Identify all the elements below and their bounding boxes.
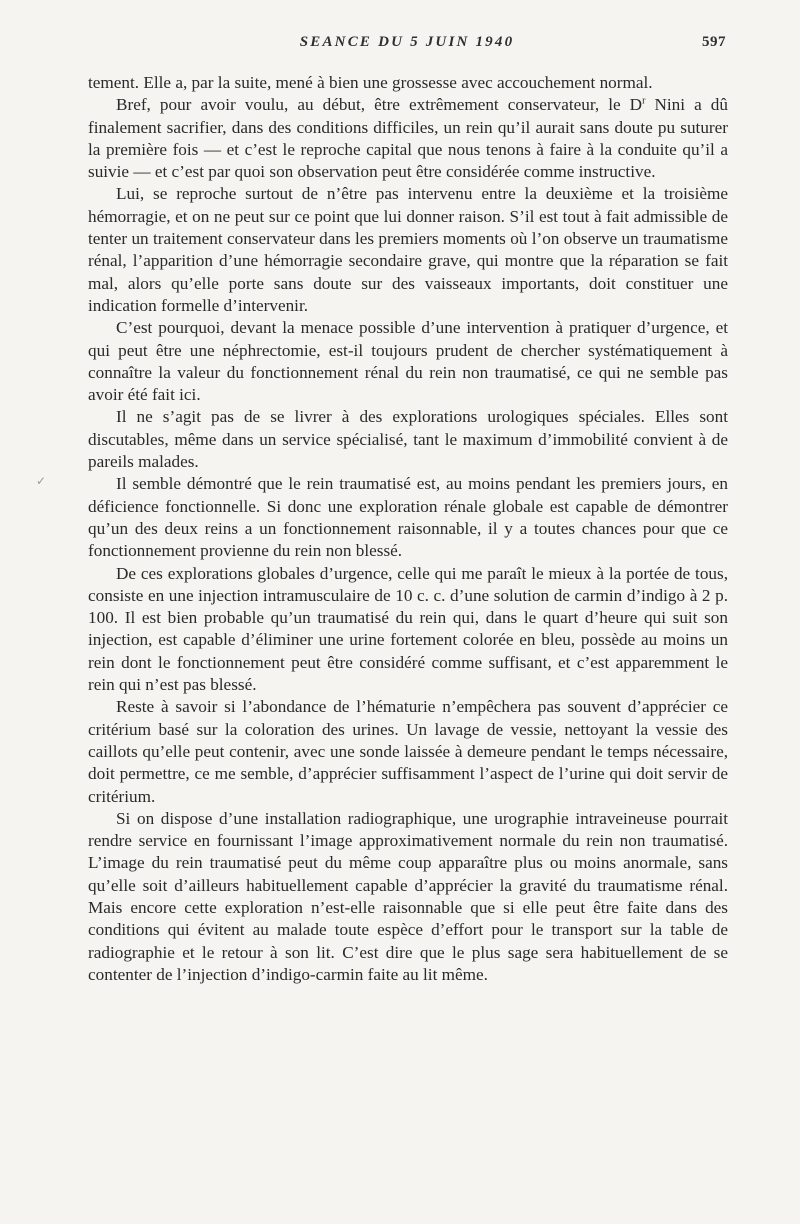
paragraph-text: Nini a dû finalement sacrifier, dans des conditions difficiles, un rein qu’il aurait sans doute pu suturer la première fois — et c’est le reproche capital que nous tenons à faire à la conduite qu’il a suivie — et c’est par quoi son observation peut être considérée comme instructive. xyxy=(88,95,728,182)
page-number: 597 xyxy=(702,34,726,50)
paragraph-text: Bref, pour avoir voulu, au début, être extrêmement conservateur, le D xyxy=(116,95,643,115)
paragraph: Si on dispose d’une installation radiographique, une urographie intraveineuse pourrait rendre service en fournissant l’image approximativement normale du rein non traumatisé. L’image du rein traumatisé peut du même coup apparaître plus ou moins anormale, sans qu’elle soit d’ailleurs habituellement capable d’apprécier la gravité du traumatisme rénal. Mais encore cette exploration n’est-elle raisonnable que si elle peut être faite dans des conditions qui évitent au malade toute espèce d’effort pour le transport sur la table de radiographie et le retour à son lit. C’est dire que le plus sage sera habituellement de se contenter de l’injection d’indigo-carmin faite au lit même. xyxy=(88,808,728,984)
paragraph-continuation: tement. Elle a, par la suite, mené à bien une grossesse avec accouchement normal. xyxy=(88,73,653,92)
body-text xyxy=(88,72,728,986)
paragraph: Il semble démontré que le rein traumatisé est, au moins pendant les premiers jours, en déficience fonctionnelle. Si donc une exploration rénale globale est capable de démontrer qu’un des deux reins a un fonctionnement raisonnable, il y a toutes chances pour que ce fonctionnement provienne du rein non blessé. xyxy=(88,474,728,561)
paragraph: De ces explorations globales d’urgence, celle qui me paraît le mieux à la portée de tous, consiste en une injection intramusculaire de 10 c. c. d’une solution de carmin d’indigo à 2 p. 100. Il est bien probable qu’un traumatisé du rein qui, dans le quart d’heure qui suit son injection, est capable d’éliminer une urine fortement colorée en bleu, possède au moins un rein dont le fonctionnement peut être considéré comme suffisant, et c’est apparemment le rein qui n’est pas blessé. xyxy=(88,563,728,695)
running-title: SEANCE DU 5 JUIN 1940 xyxy=(299,34,515,50)
paragraph xyxy=(88,94,728,183)
running-header xyxy=(88,34,726,56)
paragraph: C’est pourquoi, devant la menace possible d’une intervention à pratiquer d’urgence, et qui peut être une néphrectomie, est-il toujours prudent de chercher systématiquement à connaître la valeur du fonctionnement rénal du rein non traumatisé, ce qui ne semble pas avoir été fait ici. xyxy=(88,318,728,405)
pencil-tick-mark: ✓ xyxy=(36,474,47,488)
paragraph: Lui, se reproche surtout de n’être pas intervenu entre la deuxième et la troisième hémorragie, et on ne peut sur ce point que lui donner raison. S’il est tout à fait admissible de tenter un traitement conservateur dans les premiers moments où l’on observe un traumatisme rénal, l’apparition d’une hémorragie secondaire grave, qui montre que la réparation se fait mal, alors qu’elle porte sans doute sur des vaisseaux importants, doit constituer une indication formelle d’intervenir. xyxy=(88,184,728,315)
paragraph: Reste à savoir si l’abondance de l’hématurie n’empêchera pas souvent d’apprécier ce critérium basé sur la coloration des urines. Un lavage de vessie, nettoyant la vessie des caillots qu’elle peut contenir, avec une sonde laissée à demeure pendant le temps nécessaire, doit permettre, ce me semble, d’apprécier suffisamment l’aspect de l’urine qui doit servir de critérium. xyxy=(88,697,728,806)
superscript: r xyxy=(642,95,646,107)
paragraph: Il ne s’agit pas de se livrer à des explorations urologiques spéciales. Elles sont discutables, même dans un service spécialisé, tant le maximum d’immobilité convient à de pareils malades. xyxy=(88,407,728,472)
